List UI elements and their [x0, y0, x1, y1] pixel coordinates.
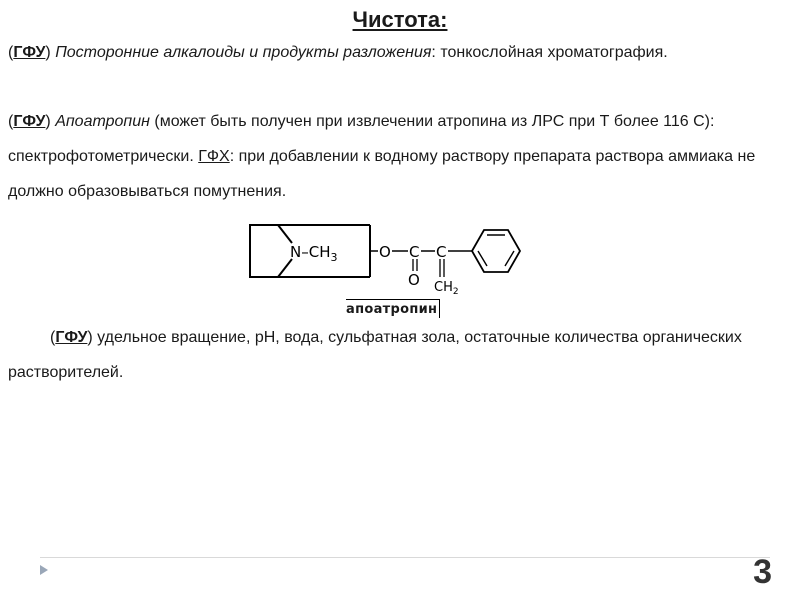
- ester-oxygen: O: [379, 243, 391, 261]
- apoatropine-method: : спектрофотометрически.: [8, 113, 715, 165]
- paren-open: (: [50, 329, 56, 346]
- impurities-method: : тонкослойная хроматография.: [431, 44, 668, 61]
- carbonyl-carbon: C: [409, 243, 420, 261]
- slide-title: Чистота:: [352, 7, 448, 32]
- carbonyl-oxygen: O: [408, 271, 420, 289]
- structure-svg: [240, 215, 540, 305]
- alpha-carbon: C: [436, 243, 447, 261]
- amine-label: $N-CH_3$: [290, 243, 338, 264]
- ammonia-test: : при добавлении к водному раствору препарата раствора аммиака не должно образовываться помутнения.: [8, 148, 756, 200]
- paren-open: (: [8, 113, 14, 130]
- apoatropine-structure: [240, 215, 540, 305]
- footer-divider: [40, 557, 770, 558]
- paragraph-impurities: [8, 35, 788, 70]
- page-number: 3: [753, 553, 772, 591]
- methylene-group: $CH_2$: [434, 280, 459, 297]
- impurities-term: Посторонние алкалоиды и продукты разложения: [55, 44, 432, 61]
- paragraph-apoatropine: [8, 104, 788, 209]
- other-tests-text: ) удельное вращение, pH, вода, сульфатная зола, остаточные количества органических растворителей.: [8, 329, 742, 381]
- apoatropine-term: Апоатропин: [55, 113, 150, 130]
- structure-caption: апоатропин: [346, 299, 440, 318]
- paragraph-other-tests: [8, 320, 788, 390]
- paren-close: ): [45, 44, 56, 61]
- gfu-keyword: ГФУ: [13, 44, 46, 61]
- paren-close: ): [45, 113, 56, 130]
- apoatropine-origin: (может быть получен при извлечении атропина из ЛРС при Т более 116 С): [149, 113, 710, 130]
- phenyl-ring: [472, 230, 520, 272]
- triangle-arrow-icon: [40, 565, 48, 575]
- gfu-keyword: ГФУ: [13, 113, 46, 130]
- paren-open: (: [8, 44, 14, 61]
- gfu-keyword: ГФУ: [55, 329, 88, 346]
- gfx-keyword: ГФХ: [198, 148, 230, 165]
